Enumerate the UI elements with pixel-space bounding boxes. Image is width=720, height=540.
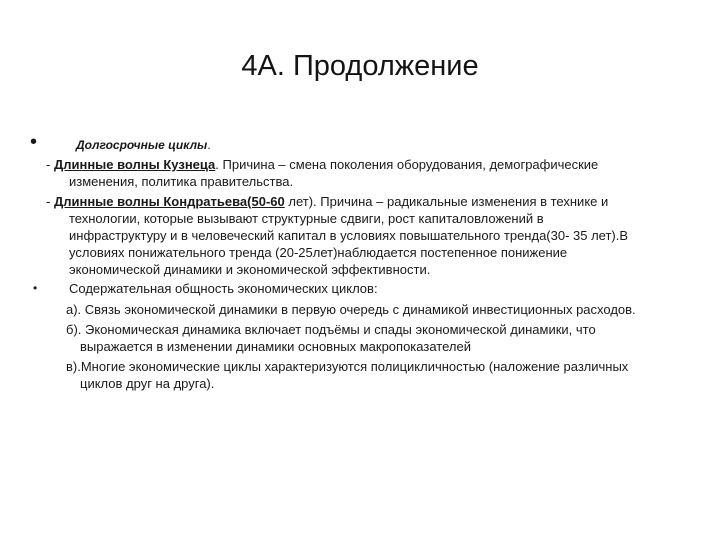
item-b-line-2: выражается в изменении динамики основных макропоказателей [80, 339, 471, 354]
item-c-line-2: циклов друг на друга). [80, 376, 215, 391]
kondratiev-dash: - [46, 194, 54, 209]
kondratiev-line-1 [46, 193, 608, 210]
kondratiev-rest: лет). Причина – радикальные изменения в технике и [284, 194, 609, 209]
kuznets-rest: . Причина – смена поколения оборудования, демографические [215, 157, 599, 172]
kondratiev-line-2: технологии, которые вызывают структурные сдвиги, рост капиталовложений в [69, 211, 544, 226]
kondratiev-line-5: экономической динамики и экономической эффективности. [69, 262, 431, 277]
item-a: а). Связь экономической динамики в первую очередь с динамикой инвестиционных расходов. [66, 302, 636, 317]
kuznets-dash: - [46, 157, 54, 172]
kuznets-line-2: изменения, политика правительства. [69, 174, 294, 189]
kuznets-line-1 [46, 156, 598, 173]
item-c-line-1: в).Многие экономические циклы характеризуются полицикличностью (наложение различных [66, 359, 629, 374]
item-b-line-1: б). Экономическая динамика включает подъёмы и спады экономической динамики, что [66, 322, 596, 337]
section-heading-long-cycles [76, 137, 211, 154]
kondratiev-line-4: условиях понижательного тренда (20-25лет)наблюдается постепенное понижение [69, 245, 568, 260]
bullet-dot: • [33, 281, 38, 295]
slide-title: 4А. Продолжение [241, 50, 479, 82]
section-heading-common-features: Содержательная общность экономических циклов: [69, 281, 378, 296]
section-heading-text: Долгосрочные циклы [76, 138, 208, 152]
bullet-dot: • [30, 131, 38, 153]
kondratiev-line-3: инфраструктуру и в человеческий капитал в условиях повышательного тренда(30- 35 лет).В [69, 228, 629, 243]
section-heading-suffix: . [207, 138, 211, 152]
kondratiev-name: Длинные волны Кондратьева(50-60 [53, 194, 285, 209]
kuznets-name: Длинные волны Кузнеца [53, 157, 216, 172]
